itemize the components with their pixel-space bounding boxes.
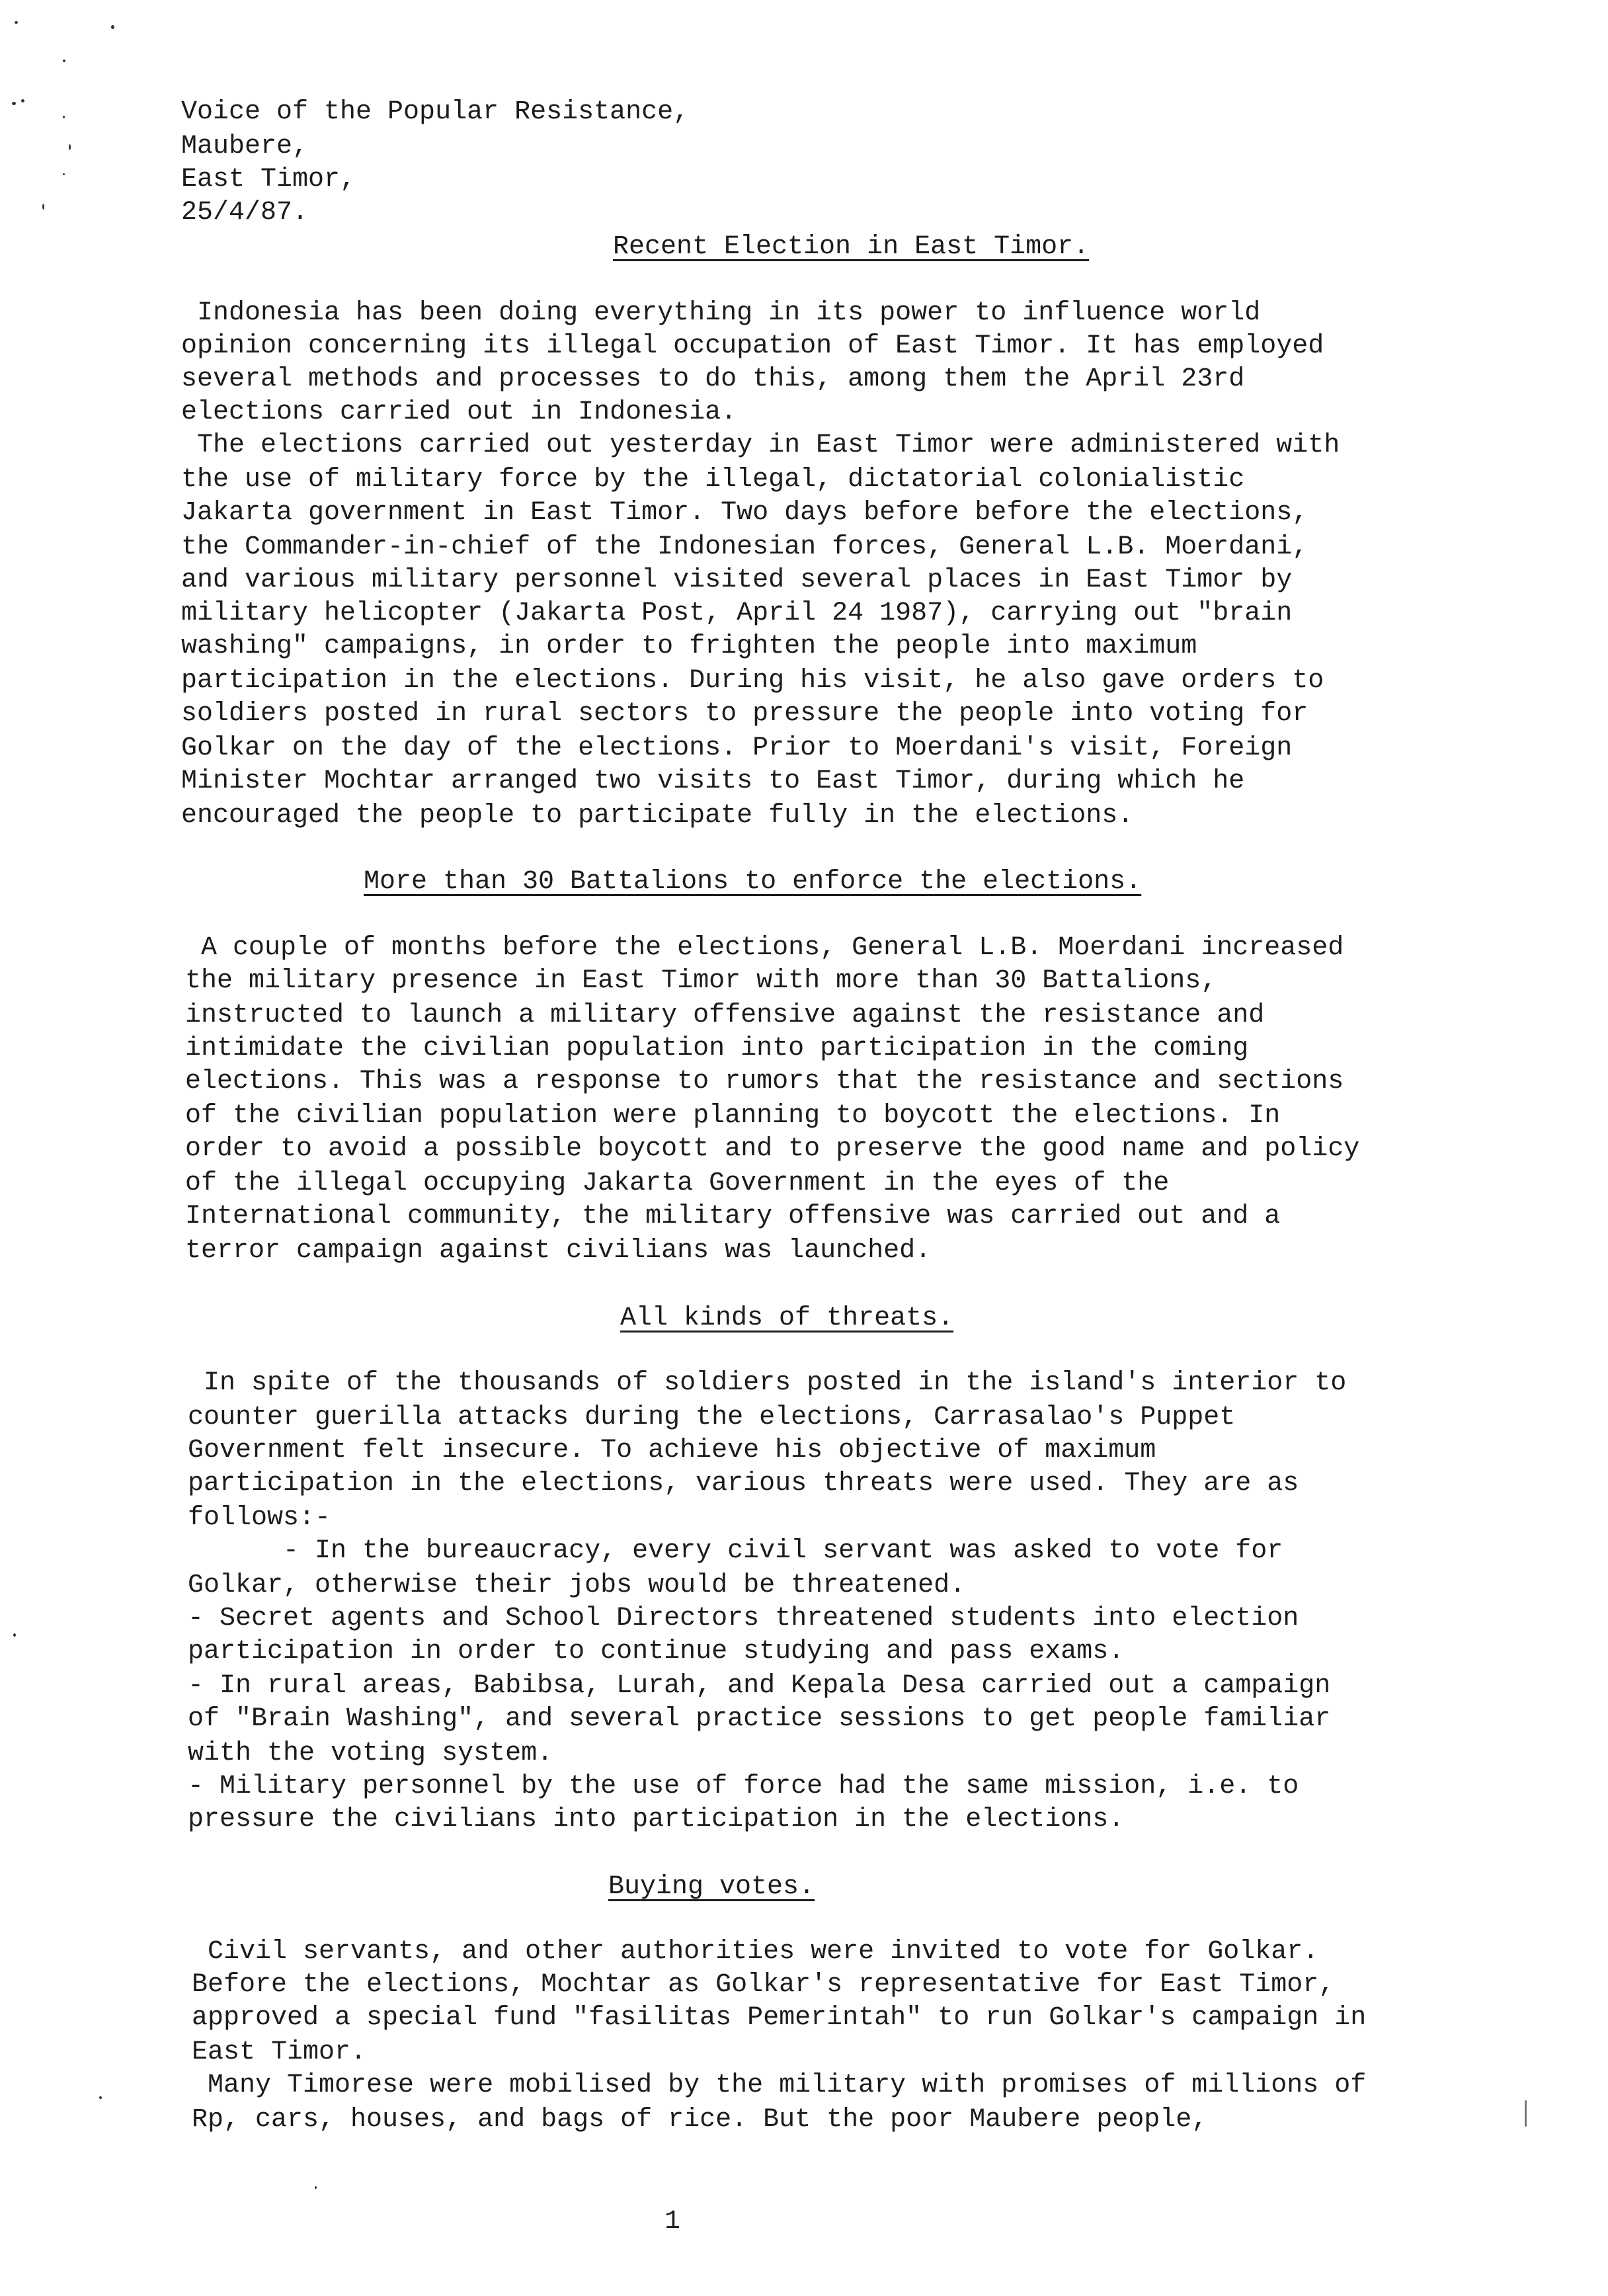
section-heading: Buying votes. bbox=[608, 1872, 815, 1902]
body-line: with the voting system. bbox=[188, 1739, 553, 1768]
body-line: and various military personnel visited several places in East Timor by bbox=[181, 565, 1293, 595]
body-line: Government felt insecure. To achieve his objective of maximum bbox=[188, 1436, 1156, 1465]
address-line: East Timor, bbox=[181, 165, 356, 194]
list-item: - In rural areas, Babibsa, Lurah, and Kepala Desa carried out a campaign bbox=[188, 1671, 1331, 1701]
body-line: of the illegal occupying Jakarta Government in the eyes of the bbox=[185, 1168, 1170, 1198]
body-line: Before the elections, Mochtar as Golkar's representative for East Timor, bbox=[192, 1970, 1335, 2000]
body-line: military helicopter (Jakarta Post, April 24 1987), carrying out "brain bbox=[181, 598, 1293, 628]
scan-speck bbox=[63, 173, 65, 175]
body-line: approved a special fund "fasilitas Pemerintah" to run Golkar's campaign in bbox=[192, 2003, 1367, 2033]
scan-speck bbox=[12, 102, 16, 105]
list-item: - Military personnel by the use of force had the same mission, i.e. to bbox=[188, 1772, 1299, 1801]
scan-speck bbox=[99, 2096, 102, 2099]
section-heading: All kinds of threats. bbox=[620, 1303, 954, 1333]
body-line: participation in order to continue studying and pass exams. bbox=[188, 1637, 1125, 1666]
scan-speck bbox=[111, 25, 114, 29]
body-line: opinion concerning its illegal occupation of East Timor. It has employed bbox=[181, 331, 1324, 361]
scan-speck bbox=[21, 99, 24, 102]
scan-speck bbox=[69, 144, 71, 150]
list-item: - Secret agents and School Directors threatened students into election bbox=[188, 1604, 1299, 1633]
body-line: Indonesia has been doing everything in its power to influence world bbox=[181, 298, 1261, 328]
body-line: elections carried out in Indonesia. bbox=[181, 397, 737, 427]
scan-speck bbox=[63, 116, 65, 118]
body-line: Jakarta government in East Timor. Two days before before the elections, bbox=[181, 498, 1308, 528]
body-line: East Timor. bbox=[192, 2037, 367, 2067]
body-line: the military presence in East Timor with more than 30 Battalions, bbox=[185, 966, 1217, 996]
address-line: Maubere, bbox=[181, 132, 309, 161]
body-line: Civil servants, and other authorities were invited to vote for Golkar. bbox=[192, 1937, 1319, 1967]
body-line: encouraged the people to participate fully in the elections. bbox=[181, 801, 1134, 831]
page-number: 1 bbox=[664, 2207, 681, 2236]
body-line: participation in the elections, various threats were used. They are as bbox=[188, 1469, 1299, 1498]
body-line: terror campaign against civilians was launched. bbox=[185, 1236, 932, 1266]
body-line: counter guerilla attacks during the elections, Carrasalao's Puppet bbox=[188, 1403, 1236, 1432]
body-line: Rp, cars, houses, and bags of rice. But the poor Maubere people, bbox=[192, 2105, 1208, 2135]
body-line: Golkar on the day of the elections. Prior to Moerdani's visit, Foreign bbox=[181, 733, 1293, 763]
address-line: Voice of the Popular Resistance, bbox=[181, 97, 690, 127]
body-line: of the civilian population were planning to boycott the elections. In bbox=[185, 1101, 1281, 1131]
body-line: A couple of months before the elections, General L.B. Moerdani increased bbox=[185, 933, 1344, 963]
document-title: Recent Election in East Timor. bbox=[613, 232, 1090, 262]
scan-speck bbox=[13, 1633, 16, 1637]
section-heading: More than 30 Battalions to enforce the elections. bbox=[364, 867, 1142, 897]
scan-speck bbox=[63, 60, 65, 62]
scan-speck bbox=[315, 2186, 317, 2189]
scan-speck bbox=[42, 204, 44, 210]
body-line: soldiers posted in rural sectors to pressure the people into voting for bbox=[181, 699, 1308, 729]
body-line: instructed to launch a military offensive against the resistance and bbox=[185, 1001, 1265, 1030]
date-line: 25/4/87. bbox=[181, 198, 309, 227]
body-line: the use of military force by the illegal, dictatorial colonialistic bbox=[181, 465, 1245, 495]
body-line: In spite of the thousands of soldiers posted in the island's interior to bbox=[188, 1368, 1347, 1398]
body-line: the Commander-in-chief of the Indonesian forces, General L.B. Moerdani, bbox=[181, 532, 1308, 562]
body-line: pressure the civilians into participation in the elections. bbox=[188, 1805, 1125, 1834]
body-line: washing" campaigns, in order to frighten the people into maximum bbox=[181, 632, 1197, 661]
body-line: order to avoid a possible boycott and to preserve the good name and policy bbox=[185, 1134, 1360, 1164]
body-line: follows:- bbox=[188, 1503, 331, 1533]
list-item: - In the bureaucracy, every civil servant was asked to vote for bbox=[188, 1536, 1283, 1566]
body-line: intimidate the civilian population into participation in the coming bbox=[185, 1034, 1249, 1063]
body-line: Golkar, otherwise their jobs would be threatened. bbox=[188, 1571, 966, 1600]
scan-speck bbox=[1525, 2100, 1527, 2127]
body-line: Many Timorese were mobilised by the military with promises of millions of bbox=[192, 2070, 1367, 2100]
body-line: The elections carried out yesterday in East Timor were administered with bbox=[181, 430, 1340, 460]
body-line: elections. This was a response to rumors that the resistance and sections bbox=[185, 1067, 1344, 1096]
body-line: of "Brain Washing", and several practice sessions to get people familiar bbox=[188, 1704, 1331, 1734]
body-line: Minister Mochtar arranged two visits to East Timor, during which he bbox=[181, 766, 1245, 796]
scan-speck bbox=[15, 21, 18, 24]
body-line: International community, the military offensive was carried out and a bbox=[185, 1202, 1281, 1231]
body-line: participation in the elections. During his visit, he also gave orders to bbox=[181, 666, 1324, 696]
body-line: several methods and processes to do this, among them the April 23rd bbox=[181, 364, 1245, 394]
